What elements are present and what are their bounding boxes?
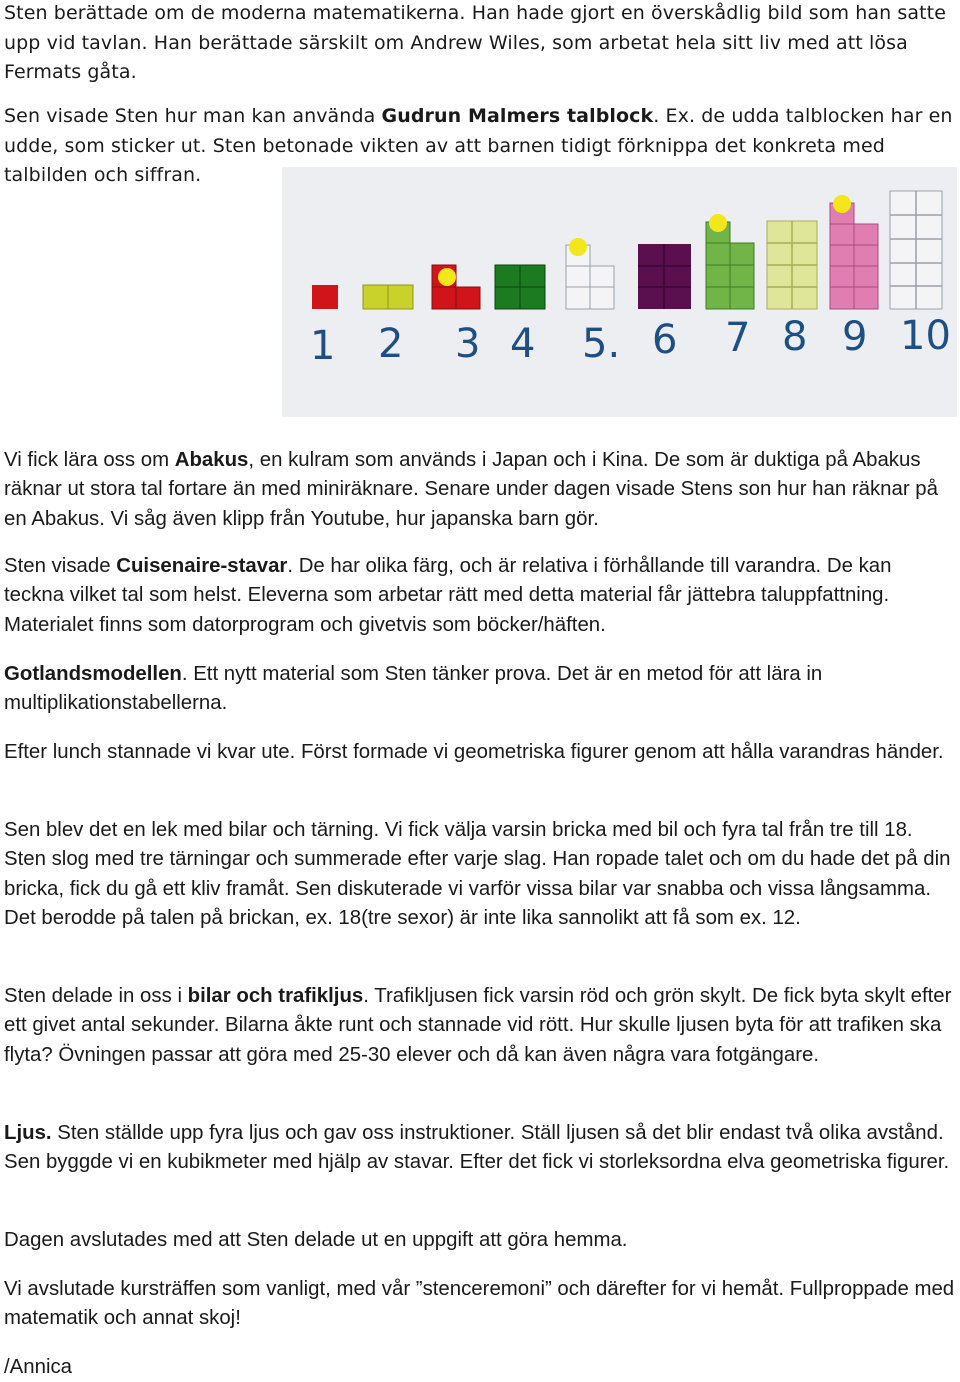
block-2 [363, 285, 413, 309]
paragraph-gotlandsmodellen: Gotlandsmodellen. Ett nytt material som Sten tänker prova. Det är en metod för att lära in multiplikationstabellerna. [4, 663, 823, 715]
pin-icon [569, 238, 587, 256]
bold-talblock: Gudrun Malmers talblock [381, 105, 654, 127]
paragraph-lek: Sen blev det en lek med bilar och tärning. Vi fick välja varsin bricka med bil och fyra tal från tre till 18. Sten slog med tre tärningar och summerade efter varje slag. Han ropade talet och om du hade det på din bricka, fick du gå ett kliv framåt. Sen diskuterade vi varför vissa bilar var snabba och vissa långsamma. Det berodde på talen på brickan, ex. 18(tre sexor) är inte lika sannolikt att få som ex. 12. [4, 819, 951, 930]
bold-cuisenaire: Cuisenaire-stavar [116, 555, 288, 577]
number-label: 10 [900, 313, 951, 359]
number-label: 1 [310, 323, 336, 369]
paragraph-talblock: Sen visade Sten hur man kan använda Gudrun Malmers talblock. Ex. de udda talblocken har en udde, som sticker ut. Sten betonade vikten av att barnen tidigt förknippa det konkreta med talbilden och siffran. [4, 105, 953, 186]
block-8 [767, 221, 817, 309]
block-6 [638, 244, 691, 309]
number-label: 3 [455, 321, 481, 367]
block-1 [312, 285, 338, 309]
number-label: 8 [782, 314, 808, 360]
paragraph-abakus: Vi fick lära oss om Abakus, en kulram som används i Japan och i Kina. De som är duktiga på Abakus räknar ut stora tal fortare än med miniräknare. Senare under dagen visade Stens son hur han räknar på en Abakus. Vi såg även klipp från Youtube, hur japanska barn gör. [4, 449, 938, 530]
number-label: 4 [510, 321, 536, 367]
pin-icon [833, 195, 851, 213]
bold-gotlandsmodellen: Gotlandsmodellen [4, 663, 182, 685]
number-label: 2 [378, 321, 404, 367]
pin-icon [438, 268, 456, 286]
pin-icon [709, 214, 727, 232]
paragraph-modern-mathematicians: Sten berättade om de moderna matematikerna. Han hade gjort en överskådlig bild som han satte upp vid tavlan. Han berättade särskilt om Andrew Wiles, som arbetat hela sitt liv med att lösa Fermats gåta. [4, 2, 946, 83]
paragraph-trafik: Sten delade in oss i bilar och trafikljus. Trafikljusen fick varsin röd och grön skylt. De fick byta skylt efter ett givet antal sekunder. Bilarna åkte runt och stannade vid rött. Hur skulle ljusen byta för att trafiken ska flyta? Övningen passar att göra med 25-30 elever och då kan även några vara fotgängare. [4, 985, 952, 1066]
number-label: 6 [652, 317, 678, 363]
number-label: 5. [582, 321, 621, 367]
talblock-photo [282, 167, 957, 417]
block-10 [890, 191, 942, 309]
paragraph-kurs: Vi avslutade kursträffen som vanligt, med vår ”stenceremoni” och därefter for vi hemåt. Fullproppade med matematik och annat skoj! [4, 1278, 955, 1330]
number-label: 9 [842, 314, 868, 360]
bold-ljus: Ljus. [4, 1122, 52, 1144]
paragraph-lunch: Efter lunch stannade vi kvar ute. Först formade vi geometriska figurer genom att hålla varandras händer. [4, 741, 944, 763]
paragraph-cuisenaire: Sten visade Cuisenaire-stavar. De har olika färg, och är relativa i förhållande till varandra. De kan teckna vilket tal som helst. Eleverna som arbetar rätt med detta material får jättebra taluppfattning. Materialet finns som datorprogram och givetvis som böcker/häften. [4, 555, 892, 636]
signature: /Annica [4, 1356, 73, 1378]
paragraph-avslut: Dagen avslutades med att Sten delade ut en uppgift att göra hemma. [4, 1229, 628, 1251]
bold-abakus: Abakus [174, 449, 249, 471]
paragraph-ljus: Ljus. Sten ställde upp fyra ljus och gav oss instruktioner. Ställ ljusen så det blir endast två olika avstånd. Sen byggde vi en kubikmeter med hjälp av stavar. Efter det fick vi storleksordna elva geometriska figurer. [4, 1122, 950, 1174]
number-label: 7 [725, 315, 751, 361]
block-4 [495, 265, 545, 309]
bold-trafikljus: bilar och trafikljus [187, 985, 364, 1007]
